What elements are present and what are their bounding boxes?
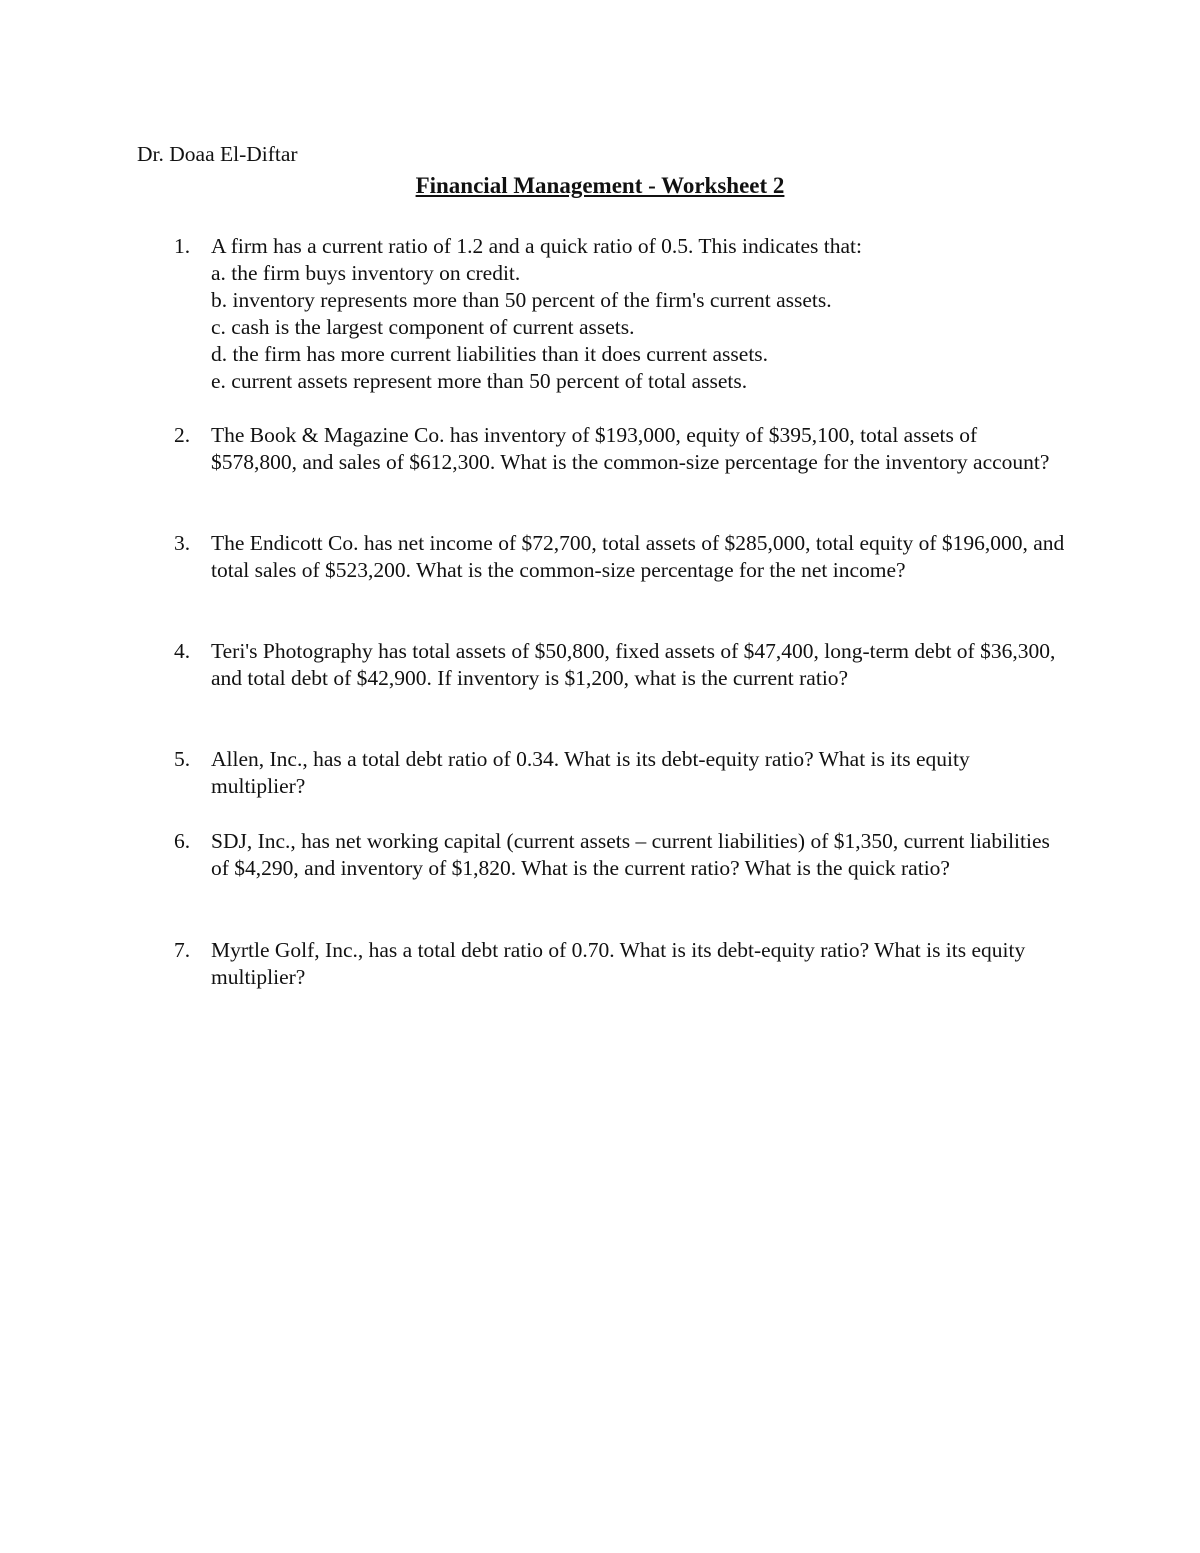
option-d: d. the firm has more current liabilities than it does current assets. [211, 342, 769, 366]
question-text: Allen, Inc., has a total debt ratio of 0.34. What is its debt-equity ratio? What is its equity multiplier? [211, 747, 970, 798]
option-e: e. current assets represent more than 50 percent of total assets. [211, 369, 748, 393]
question-text: Myrtle Golf, Inc., has a total debt ratio of 0.70. What is its debt-equity ratio? What is its equity multiplier? [211, 938, 1026, 989]
question-text: The Endicott Co. has net income of $72,700, total assets of $285,000, total equity of $196,000, and total sales of $523,200. What is the common-size percentage for the net income? [211, 531, 1065, 582]
option-a: a. the firm buys inventory on credit. [211, 261, 521, 285]
question-text: The Book & Magazine Co. has inventory of $193,000, equity of $395,100, total assets of $578,800, and sales of $612,300. What is the common-size percentage for the inventory account? [211, 423, 1050, 474]
question-number: 7. [174, 938, 191, 962]
question-text: SDJ, Inc., has net working capital (current assets – current liabilities) of $1,350, current liabilities of $4,290, and inventory of $1,820. What is the current ratio? What is the quick ratio? [211, 829, 1050, 880]
question-number: 5. [174, 747, 191, 771]
option-c: c. cash is the largest component of current assets. [211, 315, 635, 339]
option-b: b. inventory represents more than 50 percent of the firm's current assets. [211, 288, 832, 312]
author-name: Dr. Doaa El-Diftar [137, 142, 298, 166]
question-number: 1. [174, 234, 191, 258]
question-number: 4. [174, 639, 191, 663]
question-number: 3. [174, 531, 191, 555]
question-number: 2. [174, 423, 191, 447]
question-number: 6. [174, 829, 191, 853]
worksheet-title: Financial Management - Worksheet 2 [415, 173, 785, 198]
question-text: Teri's Photography has total assets of $50,800, fixed assets of $47,400, long-term debt of $36,300, and total debt of $42,900. If inventory is $1,200, what is the current ratio? [211, 639, 1056, 690]
answer-options [211, 260, 1066, 395]
question-text: A firm has a current ratio of 1.2 and a quick ratio of 0.5. This indicates that: [211, 234, 862, 258]
